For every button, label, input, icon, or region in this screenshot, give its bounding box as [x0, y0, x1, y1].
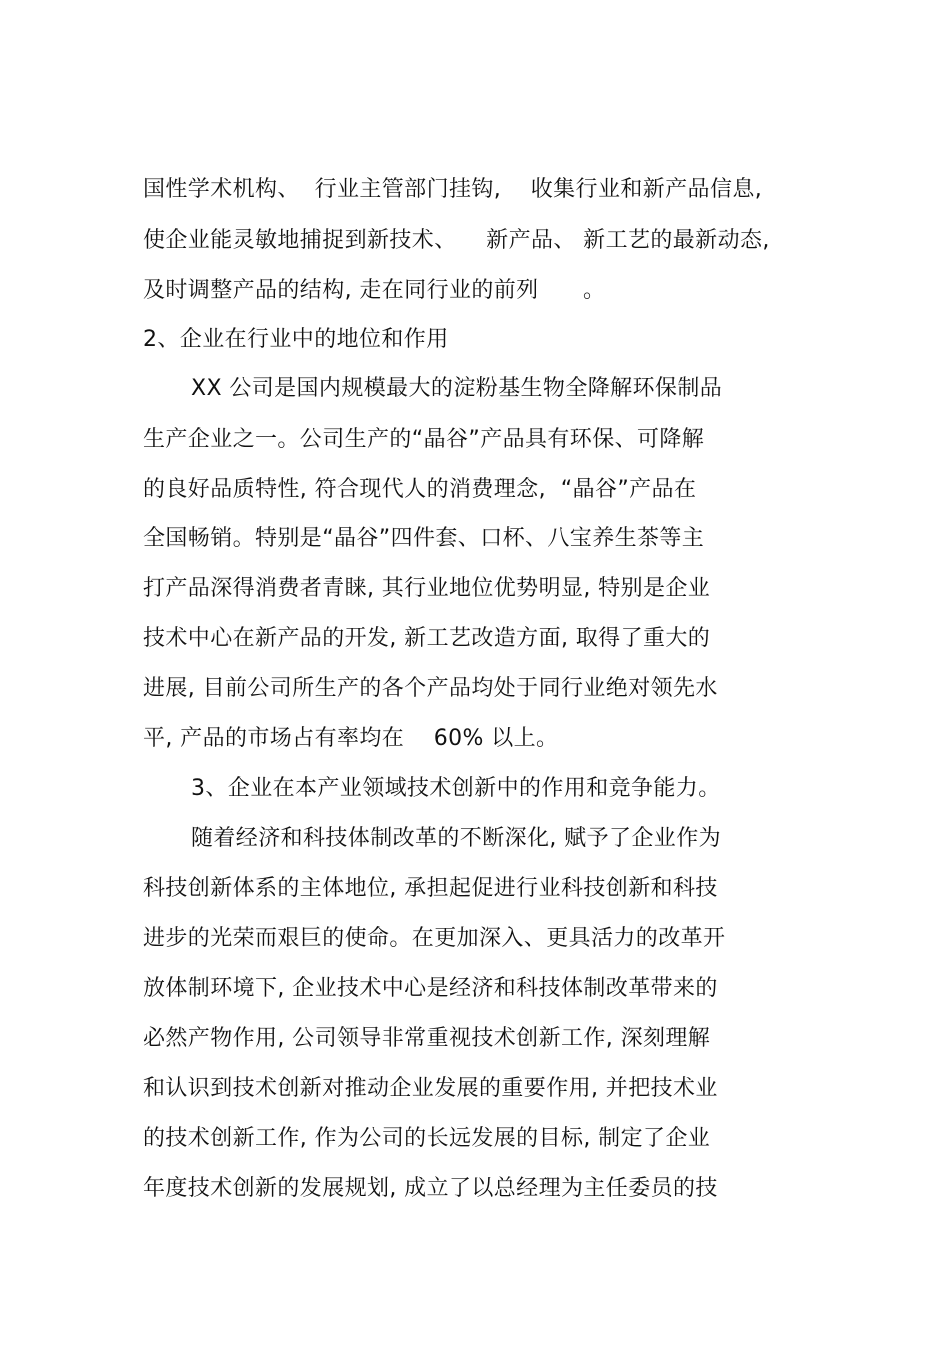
- text-line: 科技创新体系的主体地位, 承担起促进行业科技创新和科技: [143, 876, 718, 901]
- section-heading: 2、企业在行业中的地位和作用: [143, 327, 449, 352]
- text-line: 必然产物作用, 公司领导非常重视技术创新工作, 深刻理解: [143, 1026, 711, 1051]
- text-line: 生产企业之一。公司生产的“晶谷”产品具有环保、可降解: [143, 427, 705, 452]
- text-line: 国性学术机构、 行业主管部门挂钩, 收集行业和新产品信息,: [143, 177, 763, 202]
- text-line: 打产品深得消费者青睐, 其行业地位优势明显, 特别是企业: [143, 576, 711, 601]
- text-line: 进展, 目前公司所生产的各个产品均处于同行业绝对领先水: [143, 676, 718, 701]
- text-line: 使企业能灵敏地捕捉到新技术、 新产品、 新工艺的最新动态,: [143, 228, 770, 253]
- text-line: 平, 产品的市场占有率均在 60% 以上。: [143, 726, 559, 751]
- text-line: 放体制环境下, 企业技术中心是经济和科技体制改革带来的: [143, 976, 718, 1001]
- paragraph-first-line: 随着经济和科技体制改革的不断深化, 赋予了企业作为: [191, 826, 721, 851]
- text-line: 年度技术创新的发展规划, 成立了以总经理为主任委员的技: [143, 1176, 718, 1201]
- text-line: 的良好品质特性, 符合现代人的消费理念, “晶谷”产品在: [143, 477, 697, 502]
- text-line: 的技术创新工作, 作为公司的长远发展的目标, 制定了企业: [143, 1126, 711, 1151]
- text-line: 和认识到技术创新对推动企业发展的重要作用, 并把技术业: [143, 1076, 718, 1101]
- text-line: 及时调整产品的结构, 走在同行业的前列 。: [143, 278, 606, 303]
- text-line: 技术中心在新产品的开发, 新工艺改造方面, 取得了重大的: [143, 626, 711, 651]
- section-heading: 3、企业在本产业领域技术创新中的作用和竞争能力。: [191, 776, 721, 801]
- text-line: 全国畅销。特别是“晶谷”四件套、口杯、八宝养生茶等主: [143, 526, 705, 551]
- text-line: 进步的光荣而艰巨的使命。在更加深入、更具活力的改革开: [143, 926, 726, 951]
- paragraph-first-line: XX 公司是国内规模最大的淀粉基生物全降解环保制品: [191, 376, 723, 401]
